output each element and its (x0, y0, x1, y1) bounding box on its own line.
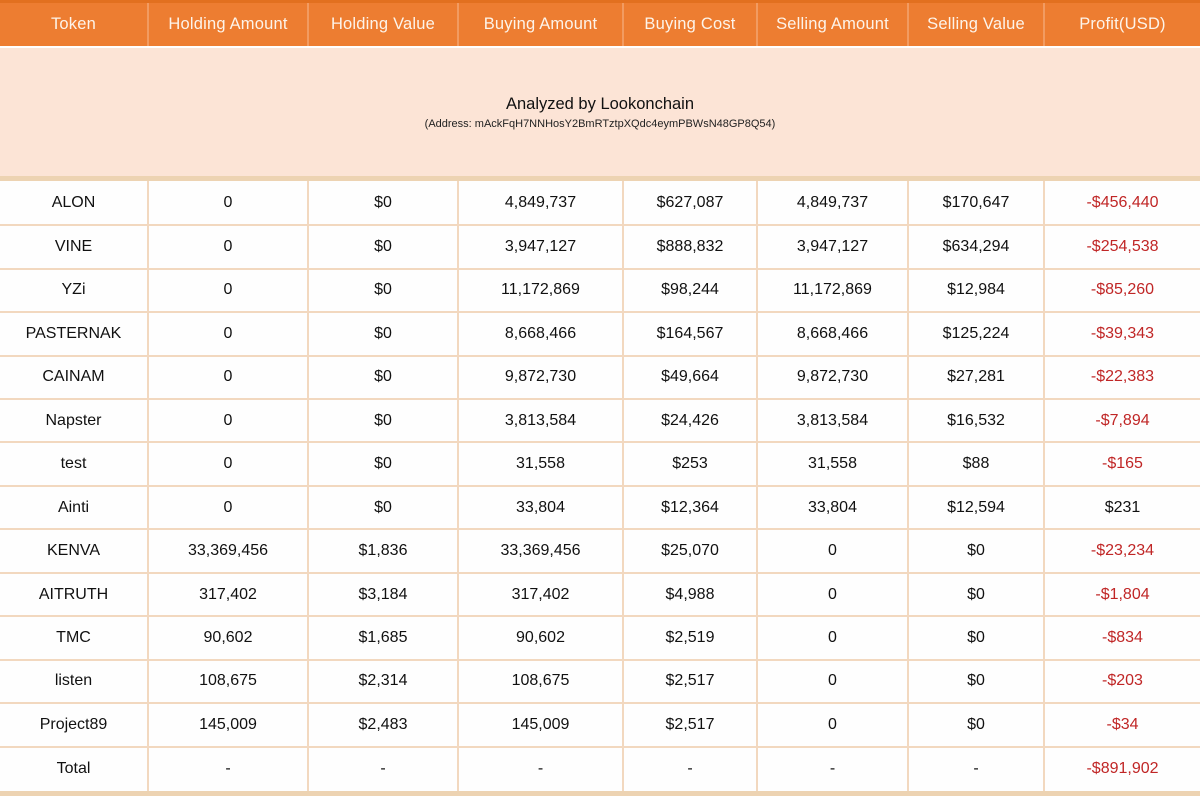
cell-profit-usd: -$254,538 (1044, 225, 1200, 268)
cell-buying-cost: $98,244 (623, 269, 757, 312)
cell-selling-amount: 0 (757, 529, 908, 572)
cell-token: Napster (0, 399, 148, 442)
cell-selling-amount: 11,172,869 (757, 269, 908, 312)
table-row (0, 178, 1200, 225)
cell-selling-amount: 33,804 (757, 486, 908, 529)
cell-buying-amount: 108,675 (458, 660, 623, 703)
cell-holding-amount: 33,369,456 (148, 529, 308, 572)
cell-holding-value: $0 (308, 356, 458, 399)
cell-selling-amount: 31,558 (757, 442, 908, 485)
cell-profit-usd: -$165 (1044, 442, 1200, 485)
analysis-title: Analyzed by Lookonchain (505, 94, 695, 113)
cell-holding-amount: 0 (148, 312, 308, 355)
cell-token: KENVA (0, 529, 148, 572)
cell-buying-amount: 317,402 (458, 573, 623, 616)
cell-holding-amount: 0 (148, 225, 308, 268)
header-row (0, 2, 1200, 48)
cell-holding-amount: 0 (148, 356, 308, 399)
cell-holding-value: $2,314 (308, 660, 458, 703)
table-row (0, 529, 1200, 572)
subtitle-row (0, 47, 1200, 178)
wallet-address: (Address: mAckFqH7NNHosY2BmRTztpXQdc4eymPBWsN48GP8Q54) (424, 117, 776, 130)
cell-selling-amount: 0 (757, 616, 908, 659)
cell-holding-value: $1,836 (308, 529, 458, 572)
cell-profit-usd: -$203 (1044, 660, 1200, 703)
cell-holding-value: - (308, 747, 458, 794)
table-row (0, 703, 1200, 746)
cell-buying-cost: $164,567 (623, 312, 757, 355)
cell-selling-value: $12,594 (908, 486, 1044, 529)
cell-holding-amount: - (148, 747, 308, 794)
cell-buying-cost: $2,519 (623, 616, 757, 659)
cell-buying-cost: $12,364 (623, 486, 757, 529)
cell-selling-amount: 4,849,737 (757, 178, 908, 225)
column-header-token: Token (0, 2, 148, 48)
cell-profit-usd: -$85,260 (1044, 269, 1200, 312)
cell-buying-amount: 4,849,737 (458, 178, 623, 225)
column-header-selling-amount: Selling Amount (757, 2, 908, 48)
cell-buying-amount: - (458, 747, 623, 794)
cell-buying-cost: - (623, 747, 757, 794)
cell-profit-usd: -$39,343 (1044, 312, 1200, 355)
cell-selling-amount: - (757, 747, 908, 794)
cell-selling-value: - (908, 747, 1044, 794)
cell-selling-value: $12,984 (908, 269, 1044, 312)
cell-selling-value: $88 (908, 442, 1044, 485)
cell-selling-amount: 9,872,730 (757, 356, 908, 399)
table-row (0, 486, 1200, 529)
cell-buying-cost: $24,426 (623, 399, 757, 442)
cell-buying-amount: 3,947,127 (458, 225, 623, 268)
cell-selling-value: $170,647 (908, 178, 1044, 225)
cell-profit-usd: -$834 (1044, 616, 1200, 659)
column-header-holding-value: Holding Value (308, 2, 458, 48)
cell-buying-amount: 145,009 (458, 703, 623, 746)
cell-selling-amount: 3,947,127 (757, 225, 908, 268)
cell-buying-cost: $253 (623, 442, 757, 485)
column-header-buying-amount: Buying Amount (458, 2, 623, 48)
cell-holding-amount: 0 (148, 178, 308, 225)
cell-holding-amount: 0 (148, 399, 308, 442)
cell-profit-usd: -$1,804 (1044, 573, 1200, 616)
table-row (0, 399, 1200, 442)
table-row (0, 442, 1200, 485)
table-row (0, 660, 1200, 703)
cell-holding-value: $0 (308, 312, 458, 355)
cell-token: test (0, 442, 148, 485)
table-row (0, 225, 1200, 268)
cell-selling-amount: 3,813,584 (757, 399, 908, 442)
cell-selling-value: $16,532 (908, 399, 1044, 442)
table-row (0, 312, 1200, 355)
cell-holding-amount: 317,402 (148, 573, 308, 616)
cell-token: CAINAM (0, 356, 148, 399)
cell-selling-value: $0 (908, 529, 1044, 572)
cell-token: Project89 (0, 703, 148, 746)
cell-token: PASTERNAK (0, 312, 148, 355)
column-header-selling-value: Selling Value (908, 2, 1044, 48)
cell-buying-amount: 11,172,869 (458, 269, 623, 312)
cell-holding-value: $3,184 (308, 573, 458, 616)
cell-token: YZi (0, 269, 148, 312)
table-body (0, 178, 1200, 793)
cell-buying-amount: 31,558 (458, 442, 623, 485)
cell-token: TMC (0, 616, 148, 659)
cell-profit-usd: $231 (1044, 486, 1200, 529)
cell-selling-value: $125,224 (908, 312, 1044, 355)
cell-token: Ainti (0, 486, 148, 529)
cell-selling-value: $0 (908, 660, 1044, 703)
cell-buying-amount: 3,813,584 (458, 399, 623, 442)
cell-selling-amount: 0 (757, 660, 908, 703)
cell-buying-cost: $2,517 (623, 660, 757, 703)
cell-buying-cost: $49,664 (623, 356, 757, 399)
cell-holding-value: $0 (308, 399, 458, 442)
cell-selling-value: $634,294 (908, 225, 1044, 268)
cell-holding-amount: 145,009 (148, 703, 308, 746)
cell-selling-value: $0 (908, 573, 1044, 616)
cell-token: VINE (0, 225, 148, 268)
subtitle-cell (0, 47, 1200, 178)
cell-profit-usd: -$23,234 (1044, 529, 1200, 572)
cell-selling-amount: 8,668,466 (757, 312, 908, 355)
cell-buying-cost: $25,070 (623, 529, 757, 572)
column-header-buying-cost: Buying Cost (623, 2, 757, 48)
cell-profit-usd: -$456,440 (1044, 178, 1200, 225)
cell-profit-usd: -$22,383 (1044, 356, 1200, 399)
cell-holding-amount: 0 (148, 269, 308, 312)
cell-holding-value: $2,483 (308, 703, 458, 746)
cell-holding-amount: 0 (148, 442, 308, 485)
cell-token: Total (0, 747, 148, 794)
cell-profit-usd: -$7,894 (1044, 399, 1200, 442)
table-row (0, 573, 1200, 616)
table-row (0, 356, 1200, 399)
table-row (0, 269, 1200, 312)
cell-selling-amount: 0 (757, 703, 908, 746)
cell-holding-amount: 108,675 (148, 660, 308, 703)
cell-holding-value: $0 (308, 269, 458, 312)
cell-token: listen (0, 660, 148, 703)
cell-buying-amount: 8,668,466 (458, 312, 623, 355)
cell-selling-amount: 0 (757, 573, 908, 616)
cell-holding-value: $0 (308, 442, 458, 485)
cell-holding-value: $0 (308, 178, 458, 225)
table-row (0, 616, 1200, 659)
total-row (0, 747, 1200, 794)
cell-holding-value: $0 (308, 225, 458, 268)
cell-buying-cost: $2,517 (623, 703, 757, 746)
cell-buying-cost: $4,988 (623, 573, 757, 616)
cell-holding-value: $1,685 (308, 616, 458, 659)
cell-holding-value: $0 (308, 486, 458, 529)
cell-buying-cost: $888,832 (623, 225, 757, 268)
cell-buying-amount: 90,602 (458, 616, 623, 659)
cell-token: ALON (0, 178, 148, 225)
cell-buying-amount: 33,804 (458, 486, 623, 529)
cell-selling-value: $0 (908, 616, 1044, 659)
cell-token: AITRUTH (0, 573, 148, 616)
cell-profit-usd: -$34 (1044, 703, 1200, 746)
column-header-holding-amount: Holding Amount (148, 2, 308, 48)
cell-selling-value: $27,281 (908, 356, 1044, 399)
cell-buying-amount: 9,872,730 (458, 356, 623, 399)
cell-buying-cost: $627,087 (623, 178, 757, 225)
cell-holding-amount: 0 (148, 486, 308, 529)
cell-selling-value: $0 (908, 703, 1044, 746)
cell-profit-usd: -$891,902 (1044, 747, 1200, 794)
cell-buying-amount: 33,369,456 (458, 529, 623, 572)
column-header-profit-usd: Profit(USD) (1044, 2, 1200, 48)
cell-holding-amount: 90,602 (148, 616, 308, 659)
